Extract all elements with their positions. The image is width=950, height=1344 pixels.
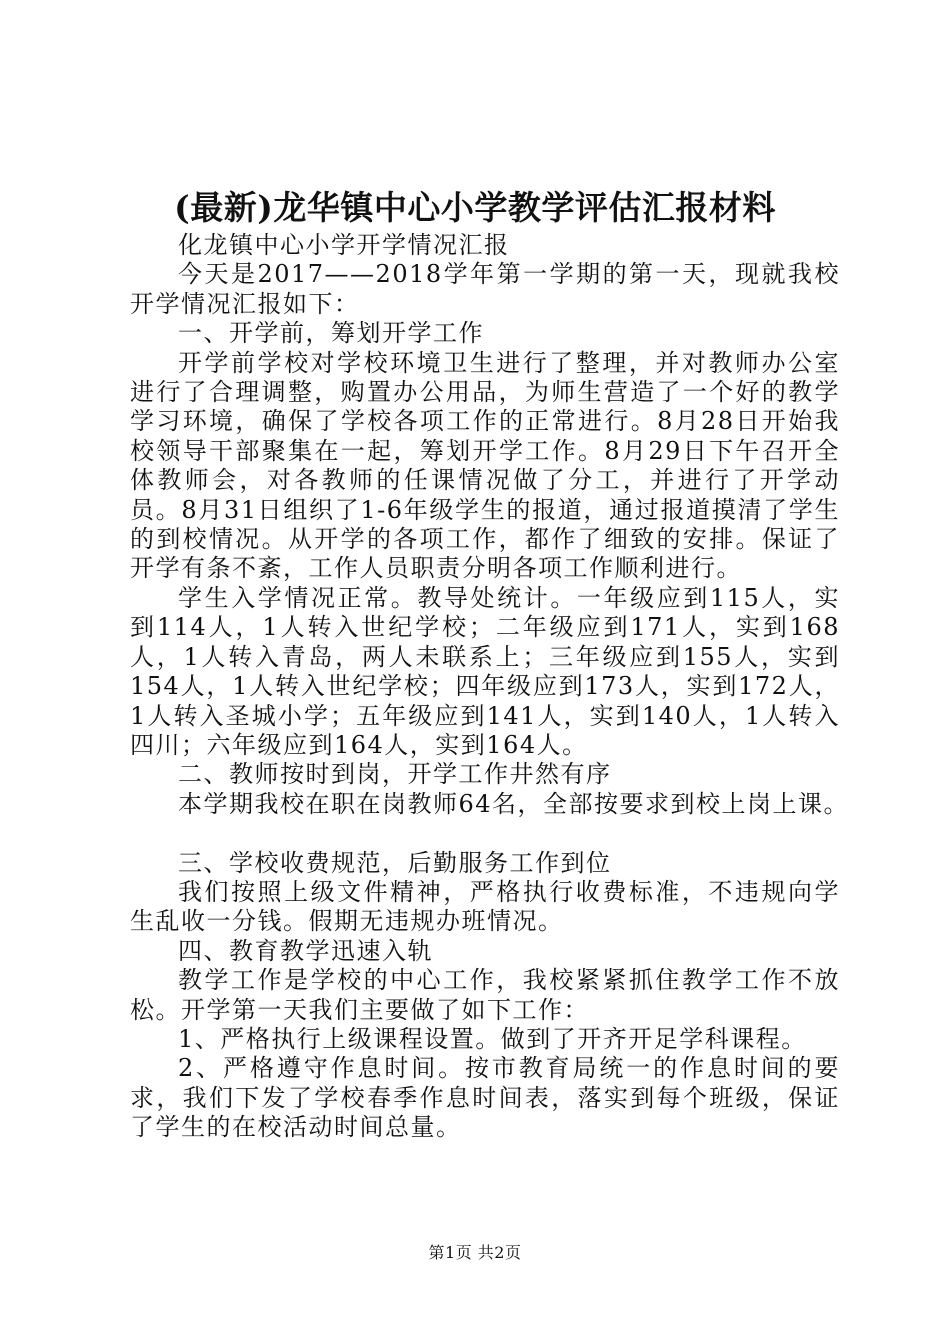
body-paragraph: 本学期我校在职在岗教师64名，全部按要求到校上岗上课。 xyxy=(178,789,850,818)
section-heading-4: 四、教育教学迅速入轨 xyxy=(178,936,433,965)
body-paragraph: 我们按照上级文件精神，严格执行收费标准，不违规向学生乱收一分钱。假期无违规办班情况。 xyxy=(130,877,840,936)
list-item: 2、严格遵守作息时间。按市教育局统一的作息时间的要求，我们下发了学校春季作息时间表，落实到每个班级，保证了学生的在校活动时间总量。 xyxy=(130,1054,840,1142)
section-heading-2: 二、教师按时到岗，开学工作井然有序 xyxy=(178,760,612,789)
document-title: (最新)龙华镇中心小学教学评估汇报材料 xyxy=(174,188,776,227)
document-body xyxy=(130,231,850,1143)
section-heading-1: 一、开学前，筹划开学工作 xyxy=(178,319,484,348)
list-item: 1、严格执行上级课程设置。做到了开齐开足学科课程。 xyxy=(178,1024,807,1053)
section-heading-3: 三、学校收费规范，后勤服务工作到位 xyxy=(178,848,612,877)
body-paragraph: 开学前学校对学校环境卫生进行了整理，并对教师办公室进行了合理调整，购置办公用品，为师生营造了一个好的教学学习环境，确保了学校各项工作的正常进行。8月28日开始我校领导干部聚集在一起，筹划开学工作。8月29日下午召开全体教师会，对各教师的任课情况做了分工，并进行了开学动员。8月31日组织了1-6年级学生的报道，通过报道摸清了学生的到校情况。从开学的各项工作，都作了细致的安排。保证了开学有条不紊，工作人员职责分明各项工作顺利进行。 xyxy=(130,348,840,583)
report-subtitle: 化龙镇中心小学开学情况汇报 xyxy=(178,231,510,259)
enrollment-paragraph: 学生入学情况正常。教导处统计。一年级应到115人，实到114人，1人转入世纪学校；二年级应到171人，实到168人，1人转入青岛，两人未联系上；三年级应到155人，实到154人，1人转入世纪学校；四年级应到173人，实到172人，1人转入圣城小学；五年级应到141人，实到140人，1人转入四川；六年级应到164人，实到164人。 xyxy=(130,583,840,759)
paragraph-spacer xyxy=(130,819,840,848)
page-footer: 第1页 共2页 xyxy=(428,1243,522,1262)
body-paragraph: 教学工作是学校的中心工作，我校紧紧抓住教学工作不放松。开学第一天我们主要做了如下工作： xyxy=(130,966,840,1024)
intro-paragraph: 今天是2017——2018学年第一学期的第一天，现就我校开学情况汇报如下： xyxy=(130,260,840,318)
